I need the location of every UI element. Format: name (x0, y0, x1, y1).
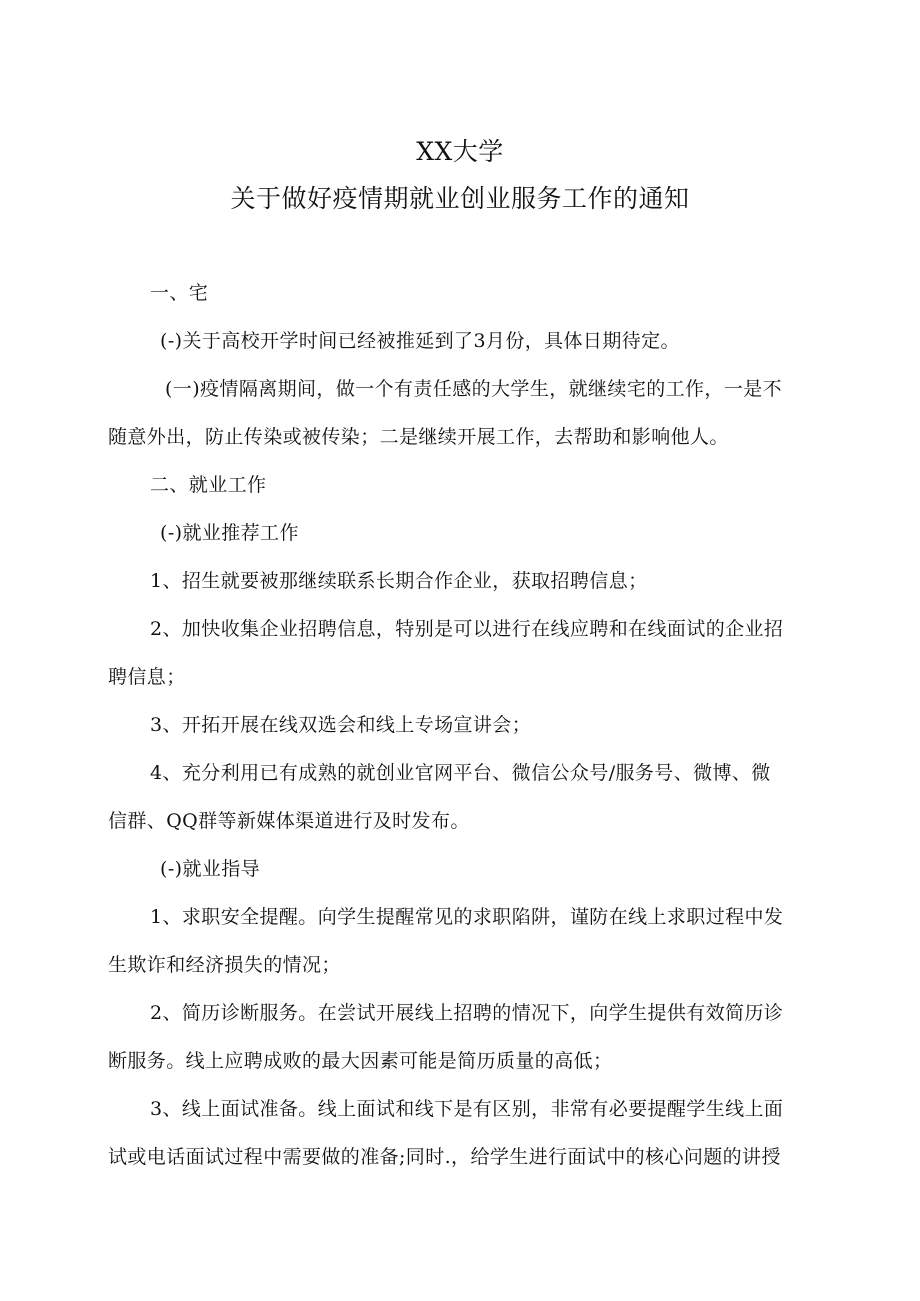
paragraph-line: 1、招生就要被那继续联系长期合作企业，获取招聘信息； (150, 570, 648, 592)
paragraph-line: 4、充分利用已有成熟的就创业官网平台、微信公众号/服务号、微博、微 (150, 762, 771, 784)
document-title-line1: XX大学 (416, 137, 504, 166)
paragraph-line: 2、简历诊断服务。在尝试开展线上招聘的情况下，向学生提供有效简历诊 (150, 1002, 784, 1024)
paragraph-line: 随意外出，防止传染或被传染；二是继续开展工作，去帮助和影响他人。 (108, 426, 729, 448)
paragraph-line: 聘信息； (108, 666, 186, 688)
paragraph-line: (-)关于高校开学时间已经被推延到了3月份，具体日期待定。 (160, 330, 680, 352)
paragraph-line: (一)疫情隔离期间，做一个有责任感的大学生，就继续宅的工作，一是不 (165, 378, 783, 400)
paragraph-line: 2、加快收集企业招聘信息，特别是可以进行在线应聘和在线面试的企业招 (150, 618, 784, 640)
paragraph-line: 3、线上面试准备。线上面试和线下是有区别，非常有必要提醒学生线上面 (150, 1098, 784, 1120)
subsection-heading: (-)就业推荐工作 (160, 522, 299, 544)
section-heading-1: 一、宅 (150, 282, 209, 304)
paragraph-line: 断服务。线上应聘成败的最大因素可能是简历质量的高低； (108, 1050, 613, 1072)
section-heading-2: 二、就业工作 (150, 474, 267, 496)
paragraph-line: 3、开拓开展在线双选会和线上专场宣讲会； (150, 714, 532, 736)
paragraph-line: 信群、QQ群等新媒体渠道进行及时发布。 (108, 810, 470, 832)
paragraph-line: 1、求职安全提醒。向学生提醒常见的求职陷阱，谨防在线上求职过程中发 (150, 906, 784, 928)
document-title-line2: 关于做好疫情期就业创业服务工作的通知 (230, 184, 690, 213)
subsection-heading: (-)就业指导 (160, 858, 261, 880)
paragraph-line: 生欺诈和经济损失的情况； (108, 954, 341, 976)
paragraph-line: 试或电话面试过程中需要做的准备;同时.，给学生进行面试中的核心问题的讲授 (108, 1146, 781, 1168)
